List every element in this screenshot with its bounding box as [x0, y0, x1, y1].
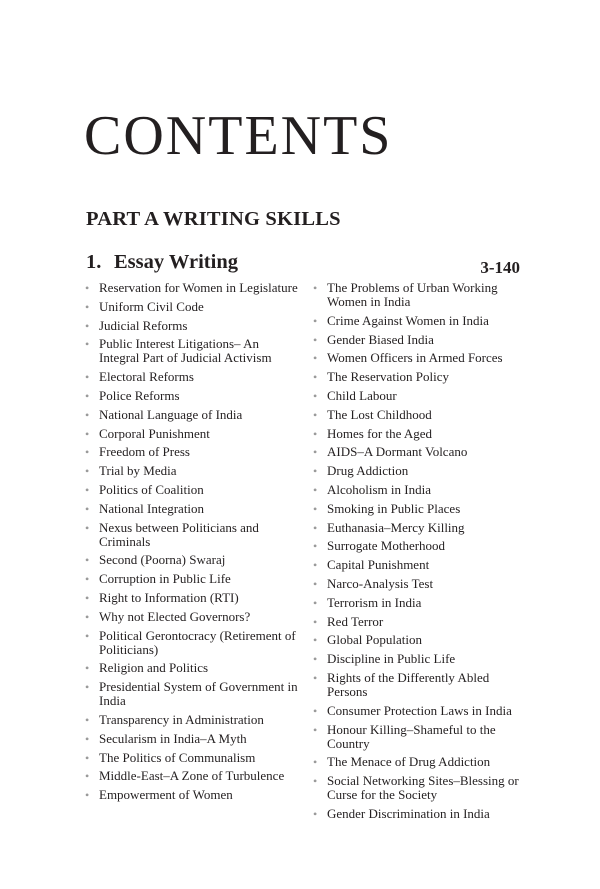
topic-list-right	[312, 281, 526, 826]
bullet-icon: •	[85, 501, 90, 516]
topic-list-item	[84, 553, 302, 567]
topic-label: Social Networking Sites–Blessing or Curse for the Society	[327, 773, 519, 803]
topic-list-item	[84, 337, 302, 365]
topic-label: Second (Poorna) Swaraj	[99, 552, 226, 568]
bullet-icon: •	[85, 337, 90, 352]
topic-list-item	[312, 704, 526, 718]
topic-list-item	[312, 615, 526, 629]
topic-label: Freedom of Press	[99, 444, 190, 460]
topic-list-item	[84, 281, 302, 295]
topic-label: Corporal Punishment	[99, 425, 210, 441]
topic-label: Nexus between Politicians and Criminals	[99, 519, 259, 549]
topic-list-item	[84, 408, 302, 422]
bullet-icon: •	[85, 661, 90, 676]
topic-list-item	[312, 521, 526, 535]
bullet-icon: •	[85, 680, 90, 695]
topic-list-item	[312, 464, 526, 478]
part-heading: PART A WRITING SKILLS	[86, 208, 341, 230]
topic-list-item	[84, 370, 302, 384]
topic-list-item	[312, 577, 526, 591]
bullet-icon: •	[85, 731, 90, 746]
topic-list-item	[84, 521, 302, 549]
topic-label: Religion and Politics	[99, 660, 209, 676]
topic-label: Gender Discrimination in India	[327, 805, 490, 821]
topic-label: Gender Biased India	[327, 331, 434, 347]
bullet-icon: •	[313, 370, 318, 385]
bullet-icon: •	[313, 703, 318, 718]
topic-label: The Lost Childhood	[327, 406, 432, 422]
chapter-number: 1.	[86, 251, 102, 273]
topic-list-item	[84, 427, 302, 441]
topic-list-item	[84, 680, 302, 708]
topic-label: Middle-East–A Zone of Turbulence	[99, 768, 285, 784]
chapter-page-range: 3-140	[480, 258, 520, 277]
topic-label: The Politics of Communalism	[99, 749, 256, 765]
topic-label: Empowerment of Women	[99, 787, 233, 803]
topic-list-item	[84, 300, 302, 314]
bullet-icon: •	[85, 553, 90, 568]
topic-list-item	[312, 333, 526, 347]
topic-label: Public Interest Litigations– An Integral Part of Judicial Activism	[99, 336, 272, 366]
bullet-icon: •	[85, 788, 90, 803]
topic-list-item	[312, 502, 526, 516]
topic-label: Euthanasia–Mercy Killing	[327, 519, 465, 535]
bullet-icon: •	[85, 464, 90, 479]
topic-label: Corruption in Public Life	[99, 571, 231, 587]
topic-list-item	[84, 464, 302, 478]
topic-list-item	[312, 633, 526, 647]
topic-label: Child Labour	[327, 387, 397, 403]
topic-label: Drug Addiction	[327, 463, 409, 479]
bullet-icon: •	[313, 388, 318, 403]
bullet-icon: •	[85, 299, 90, 314]
topic-list-item	[312, 389, 526, 403]
topic-label: Terrorism in India	[327, 594, 422, 610]
topic-label: Uniform Civil Code	[99, 298, 204, 314]
topic-label: Red Terror	[327, 613, 384, 629]
bullet-icon: •	[313, 520, 318, 535]
chapter-title: Essay Writing	[114, 251, 238, 273]
bullet-icon: •	[313, 445, 318, 460]
topic-label: Surrogate Motherhood	[327, 538, 446, 554]
topic-label: Global Population	[327, 632, 422, 648]
bullet-icon: •	[313, 426, 318, 441]
topic-label: Police Reforms	[99, 387, 180, 403]
topic-list-item	[84, 713, 302, 727]
topic-label: Crime Against Women in India	[327, 312, 489, 328]
topic-list-item	[312, 671, 526, 699]
bullet-icon: •	[85, 407, 90, 422]
topic-list-item	[312, 723, 526, 751]
topic-list-item	[312, 370, 526, 384]
topic-label: Women Officers in Armed Forces	[327, 350, 503, 366]
bullet-icon: •	[313, 332, 318, 347]
bullet-icon: •	[85, 712, 90, 727]
topic-list-item	[312, 539, 526, 553]
topic-label: Trial by Media	[99, 463, 177, 479]
topic-label: Homes for the Aged	[327, 425, 433, 441]
topic-list-item	[312, 483, 526, 497]
topic-label: Capital Punishment	[327, 557, 430, 573]
topic-label: Secularism in India–A Myth	[99, 730, 247, 746]
bullet-icon: •	[313, 351, 318, 366]
topic-list-item	[84, 445, 302, 459]
bullet-icon: •	[313, 482, 318, 497]
bullet-icon: •	[313, 722, 318, 737]
topic-label: The Reservation Policy	[327, 369, 450, 385]
topic-label: Honour Killing–Shameful to the Country	[327, 721, 496, 751]
topic-label: Smoking in Public Places	[327, 500, 461, 516]
topic-list-item	[84, 661, 302, 675]
chapter-heading	[86, 251, 520, 277]
bullet-icon: •	[85, 482, 90, 497]
bullet-icon: •	[313, 670, 318, 685]
topic-label: Discipline in Public Life	[327, 651, 456, 667]
topic-label: Alcoholism in India	[327, 481, 431, 497]
topic-list-item	[312, 774, 526, 802]
topic-list-item	[312, 755, 526, 769]
bullet-icon: •	[313, 464, 318, 479]
page-title: CONTENTS	[84, 105, 393, 167]
topic-list-item	[84, 483, 302, 497]
bullet-icon: •	[85, 318, 90, 333]
bullet-icon: •	[313, 595, 318, 610]
bullet-icon: •	[313, 774, 318, 789]
bullet-icon: •	[313, 652, 318, 667]
bullet-icon: •	[313, 558, 318, 573]
topic-list-item	[84, 732, 302, 746]
topic-label: Consumer Protection Laws in India	[327, 702, 512, 718]
bullet-icon: •	[313, 539, 318, 554]
topic-list-item	[84, 769, 302, 783]
topic-list-item	[84, 751, 302, 765]
topic-list-item	[312, 807, 526, 821]
topic-label: Narco-Analysis Test	[327, 575, 434, 591]
bullet-icon: •	[313, 614, 318, 629]
topic-label: Political Gerontocracy (Retirement of Politicians)	[99, 627, 296, 657]
topic-list-item	[312, 281, 526, 309]
bullet-icon: •	[313, 576, 318, 591]
topic-label: Politics of Coalition	[99, 481, 204, 497]
topic-list-item	[312, 445, 526, 459]
topic-label: Presidential System of Government in India	[99, 679, 298, 709]
topic-label: The Menace of Drug Addiction	[327, 754, 491, 770]
bullet-icon: •	[85, 426, 90, 441]
bullet-icon: •	[85, 281, 90, 295]
topic-list-item	[84, 389, 302, 403]
topic-label: Why not Elected Governors?	[99, 608, 251, 624]
bullet-icon: •	[313, 313, 318, 328]
topic-list-item	[312, 427, 526, 441]
bullet-icon: •	[85, 520, 90, 535]
bullet-icon: •	[313, 755, 318, 770]
topic-list-item	[312, 596, 526, 610]
topic-list-item	[312, 314, 526, 328]
bullet-icon: •	[85, 750, 90, 765]
topic-label: AIDS–A Dormant Volcano	[327, 444, 468, 460]
topic-label: Transparency in Administration	[99, 711, 264, 727]
topic-list-item	[84, 591, 302, 605]
bullet-icon: •	[85, 628, 90, 643]
topic-list-item	[312, 408, 526, 422]
bullet-icon: •	[85, 590, 90, 605]
topic-label: National Language of India	[99, 406, 243, 422]
topic-list-item	[312, 351, 526, 365]
bullet-icon: •	[313, 407, 318, 422]
bullet-icon: •	[85, 370, 90, 385]
topic-list-item	[84, 502, 302, 516]
topic-label: Right to Information (RTI)	[99, 589, 239, 605]
topic-label: Rights of the Differently Abled Persons	[327, 669, 490, 699]
topic-list-item	[84, 319, 302, 333]
bullet-icon: •	[313, 281, 318, 295]
bullet-icon: •	[313, 806, 318, 821]
topic-label: Electoral Reforms	[99, 369, 194, 385]
bullet-icon: •	[313, 501, 318, 516]
bullet-icon: •	[85, 572, 90, 587]
bullet-icon: •	[313, 633, 318, 648]
topic-list-item	[312, 652, 526, 666]
topic-label: Judicial Reforms	[99, 317, 188, 333]
topic-list-item	[84, 629, 302, 657]
bullet-icon: •	[85, 609, 90, 624]
topic-list-left	[84, 281, 302, 807]
topic-label: National Integration	[99, 500, 205, 516]
topic-label: Reservation for Women in Legislature	[99, 280, 298, 295]
topic-list-item	[312, 558, 526, 572]
bullet-icon: •	[85, 445, 90, 460]
bullet-icon: •	[85, 388, 90, 403]
topic-label: The Problems of Urban Working Women in India	[327, 280, 498, 309]
topic-list-item	[84, 788, 302, 802]
topic-list-item	[84, 572, 302, 586]
topic-list-item	[84, 610, 302, 624]
bullet-icon: •	[85, 769, 90, 784]
